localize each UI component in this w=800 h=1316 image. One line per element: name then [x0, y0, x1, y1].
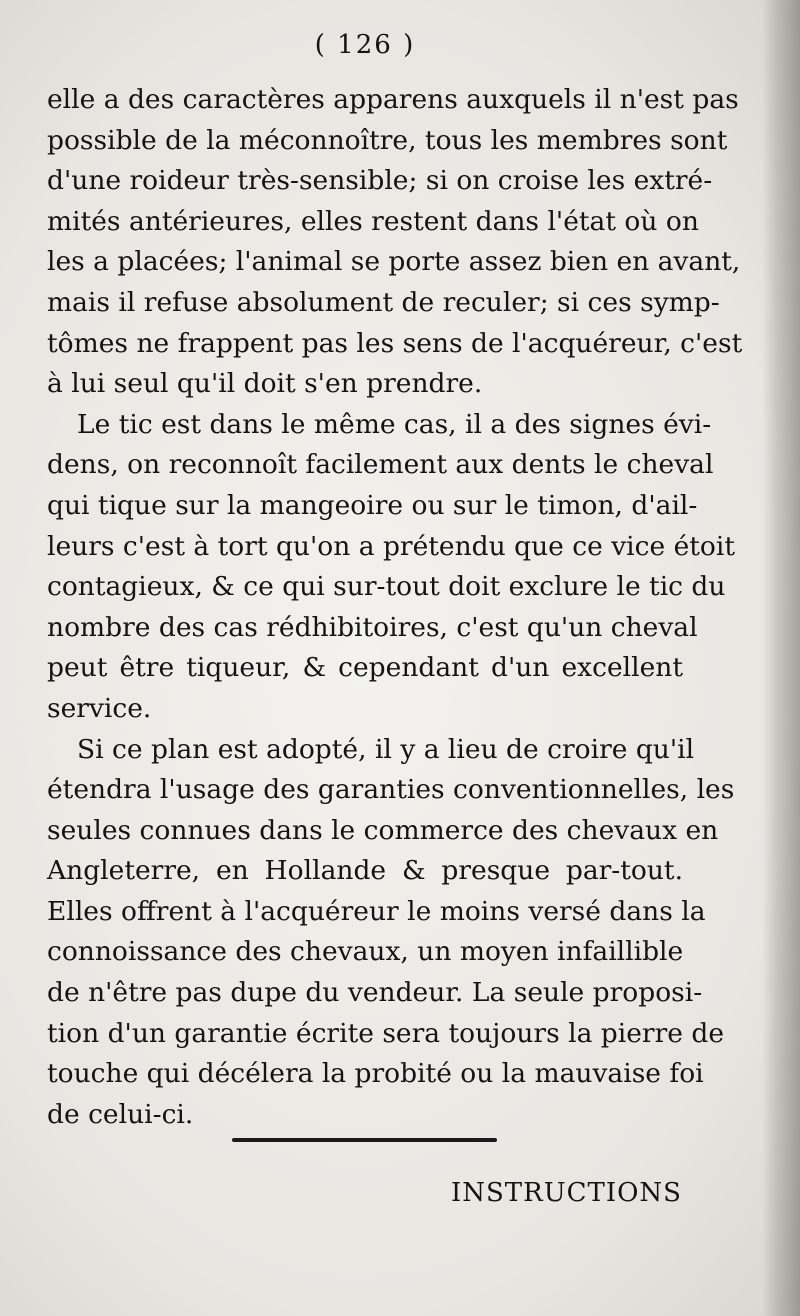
text-line: Le tic est dans le même cas, il a des signes évi-	[77, 408, 712, 440]
text-line: à lui seul qu'il doit s'en prendre.	[47, 368, 483, 400]
text-line: de n'être pas dupe du vendeur. La seule proposi-	[47, 977, 703, 1009]
text-line: mités antérieures, elles restent dans l'état où on	[47, 205, 699, 237]
text-line: tômes ne frappent pas les sens de l'acquéreur, c'est	[47, 327, 743, 359]
text-line: nombre des cas rédhibitoires, c'est qu'un cheval	[47, 611, 698, 643]
text-line: touche qui décélera la probité ou la mauvaise foi	[47, 1058, 704, 1090]
paragraph-1	[47, 80, 743, 405]
paragraph-2	[47, 405, 736, 730]
text-line: Angleterre, en Hollande & presque par-tout.	[47, 855, 683, 887]
text-line: possible de la méconnoître, tous les membres sont	[47, 124, 728, 156]
text-line: Elles offrent à l'acquéreur le moins versé dans la	[47, 895, 706, 927]
text-line: dens, on reconnoît facilement aux dents le cheval	[47, 449, 714, 481]
body-text	[47, 80, 743, 1135]
text-line: leurs c'est à tort qu'on a prétendu que ce vice étoit	[47, 530, 736, 562]
text-line: seules connues dans le commerce des chevaux en	[47, 814, 719, 846]
text-line: d'une roideur très-sensible; si on croise les extré-	[47, 165, 713, 197]
text-line: les a placées; l'animal se porte assez bien en avant,	[47, 246, 741, 278]
text-line: service.	[47, 692, 152, 724]
text-line: de celui-ci.	[47, 1098, 194, 1130]
section-rule	[232, 1138, 497, 1142]
text-line: étendra l'usage des garanties conventionnelles, les	[47, 774, 735, 806]
catchword: INSTRUCTIONS	[450, 1178, 682, 1208]
text-line: Si ce plan est adopté, il y a lieu de croire qu'il	[77, 733, 695, 765]
page-number: ( 126 )	[314, 30, 416, 60]
text-line: elle a des caractères apparens auxquels il n'est pas	[47, 84, 739, 115]
text-line: contagieux, & ce qui sur-tout doit exclure le tic du	[47, 571, 726, 603]
text-line: peut être tiqueur, & cependant d'un excellent	[47, 652, 683, 684]
text-line: qui tique sur la mangeoire ou sur le timon, d'ail-	[47, 489, 698, 521]
page-gutter-shadow	[762, 0, 800, 1316]
text-line: tion d'un garantie écrite sera toujours la pierre de	[47, 1017, 725, 1049]
text-line: connoissance des chevaux, un moyen infaillible	[47, 936, 684, 968]
text-line: mais il refuse absolument de reculer; si ces symp-	[47, 286, 720, 318]
paragraph-3	[47, 730, 735, 1136]
